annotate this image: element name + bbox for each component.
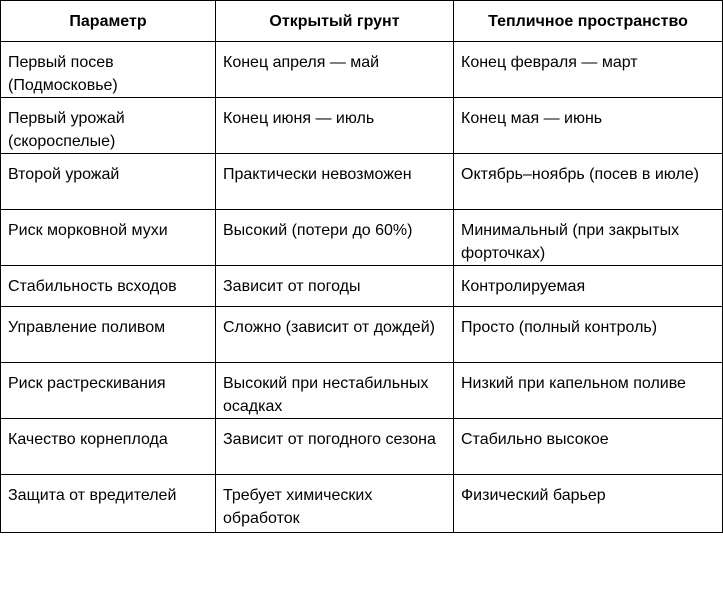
table-row [1, 307, 723, 363]
header-parameter: Параметр [1, 1, 216, 42]
row-greenhouse: Конец мая — июнь [454, 98, 723, 154]
header-greenhouse: Тепличное пространство [454, 1, 723, 42]
header-open-ground: Открытый грунт [216, 1, 454, 42]
table-row [1, 419, 723, 475]
row-open-ground: Высокий при нестабильных осадках [216, 363, 454, 419]
table-row [1, 210, 723, 266]
table-row [1, 266, 723, 307]
row-open-ground: Практически невозможен [216, 154, 454, 210]
row-open-ground: Требует химических обработок [216, 475, 454, 533]
row-parameter: Защита от вредителей [1, 475, 216, 533]
table-row [1, 154, 723, 210]
row-greenhouse: Просто (полный контроль) [454, 307, 723, 363]
row-parameter: Управление поливом [1, 307, 216, 363]
row-open-ground: Зависит от погоды [216, 266, 454, 307]
row-parameter: Риск растрескивания [1, 363, 216, 419]
table-row [1, 363, 723, 419]
table-row [1, 42, 723, 98]
row-parameter: Качество корнеплода [1, 419, 216, 475]
row-greenhouse: Октябрь–ноябрь (посев в июле) [454, 154, 723, 210]
row-parameter: Первый урожай (скороспелые) [1, 98, 216, 154]
row-open-ground: Высокий (потери до 60%) [216, 210, 454, 266]
row-open-ground: Конец июня — июль [216, 98, 454, 154]
row-greenhouse: Минимальный (при закрытых форточках) [454, 210, 723, 266]
row-parameter: Второй урожай [1, 154, 216, 210]
row-greenhouse: Низкий при капельном поливе [454, 363, 723, 419]
row-greenhouse: Конец февраля — март [454, 42, 723, 98]
table-row [1, 475, 723, 533]
row-open-ground: Зависит от погодного сезона [216, 419, 454, 475]
row-open-ground: Конец апреля — май [216, 42, 454, 98]
row-greenhouse: Стабильно высокое [454, 419, 723, 475]
table-header-row [1, 1, 723, 42]
row-parameter: Первый посев (Подмосковье) [1, 42, 216, 98]
row-open-ground: Сложно (зависит от дождей) [216, 307, 454, 363]
row-greenhouse: Физический барьер [454, 475, 723, 533]
row-parameter: Стабильность всходов [1, 266, 216, 307]
row-greenhouse: Контролируемая [454, 266, 723, 307]
table-row [1, 98, 723, 154]
row-parameter: Риск морковной мухи [1, 210, 216, 266]
